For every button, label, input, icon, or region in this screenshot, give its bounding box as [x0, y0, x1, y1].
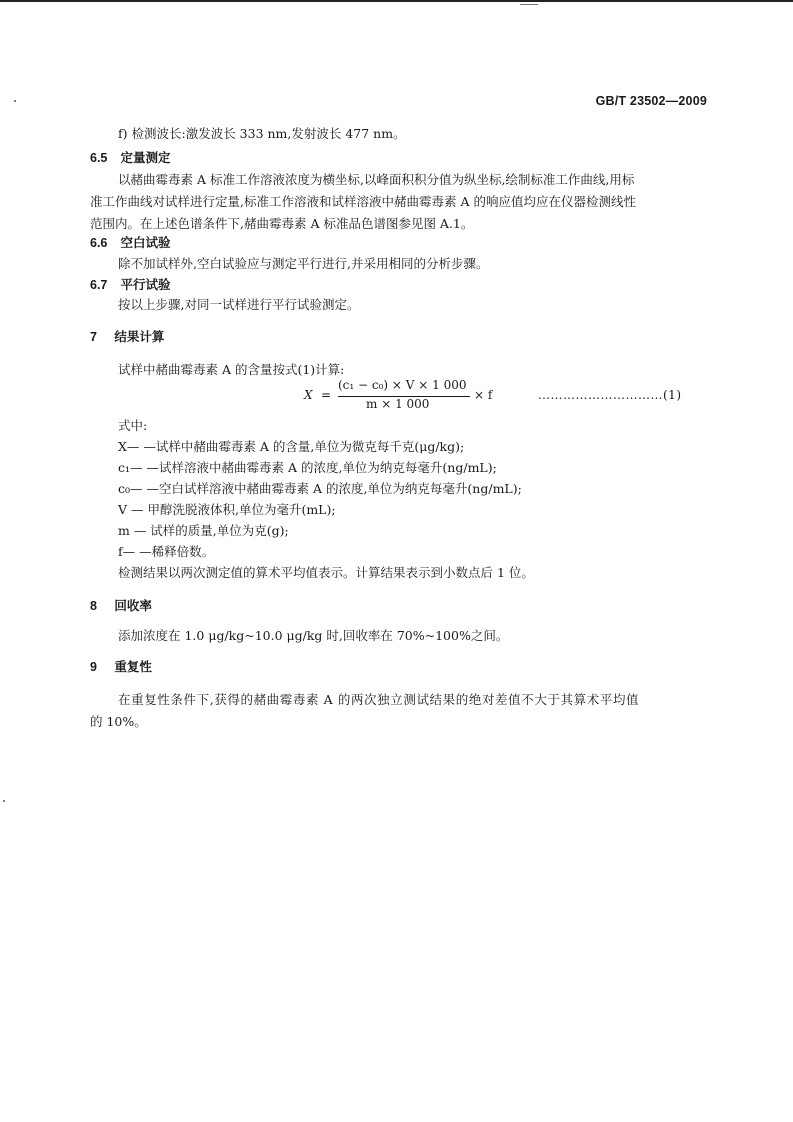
- scan-dot: [3, 800, 5, 802]
- paragraph-line: 添加浓度在 1.0 μg/kg~10.0 μg/kg 时,回收率在 70%~100%之间。: [118, 628, 509, 643]
- paragraph-line: 的 10%。: [90, 714, 147, 729]
- paragraph-line: 以赭曲霉毒素 A 标准工作溶液浓度为横坐标,以峰面积积分值为纵坐标,绘制标准工作曲线,用标: [118, 172, 635, 187]
- paragraph-line: 准工作曲线对试样进行定量,标准工作溶液和试样溶液中赭曲霉毒素 A 的响应值均应在仪器检测线性: [90, 194, 636, 209]
- section-6-5-heading: [90, 148, 170, 168]
- formula-tail: × f: [474, 388, 493, 402]
- formula-label: …………………………(1): [538, 388, 682, 402]
- section-title: 回收率: [114, 598, 152, 613]
- definition-item: f— —稀释倍数。: [118, 544, 215, 559]
- section-number: 6.6: [90, 236, 108, 250]
- section-number: 6.7: [90, 278, 108, 292]
- definition-item: m — 试样的质量,单位为克(g);: [118, 523, 289, 538]
- paragraph-line: 范围内。在上述色谱条件下,赭曲霉毒素 A 标准品色谱图参见图 A.1。: [90, 216, 474, 231]
- formula-numerator: (c₁ − c₀) × V × 1 000: [338, 378, 467, 392]
- section-number: 8: [90, 599, 97, 613]
- section-6-7-heading: [90, 275, 170, 295]
- section-number: 7: [90, 330, 97, 344]
- section-number: 6.5: [90, 151, 108, 165]
- section-6-6-heading: [90, 233, 170, 253]
- section-title: 定量测定: [120, 150, 171, 165]
- section-9-heading: [90, 657, 152, 677]
- paragraph-line: 检测结果以两次测定值的算术平均值表示。计算结果表示到小数点后 1 位。: [118, 565, 534, 580]
- formula-equals: =: [321, 388, 332, 402]
- formula-1: [304, 378, 504, 414]
- definition-item: X— —试样中赭曲霉毒素 A 的含量,单位为微克每千克(μg/kg);: [118, 439, 465, 454]
- definition-item: c₁— —试样溶液中赭曲霉毒素 A 的浓度,单位为纳克每毫升(ng/mL);: [118, 460, 497, 475]
- paragraph-line: 按以上步骤,对同一试样进行平行试验测定。: [118, 297, 360, 312]
- top-border-line: [0, 0, 793, 2]
- standard-code: GB/T 23502—2009: [595, 94, 707, 108]
- section-title: 重复性: [114, 659, 152, 674]
- section-7-heading: [90, 327, 164, 347]
- definition-item: V — 甲醇洗脱液体积,单位为毫升(mL);: [118, 502, 336, 517]
- section-title: 平行试验: [120, 277, 171, 292]
- section-number: 9: [90, 660, 97, 674]
- where-label: 式中:: [118, 418, 148, 433]
- paragraph-line: 除不加试样外,空白试验应与测定平行进行,并采用相同的分析步骤。: [118, 256, 489, 271]
- section-8-heading: [90, 596, 152, 616]
- section-title: 空白试验: [120, 235, 171, 250]
- paragraph-line: 试样中赭曲霉毒素 A 的含量按式(1)计算:: [118, 362, 345, 377]
- scan-dot: [14, 100, 16, 102]
- formula-denominator: m × 1 000: [366, 397, 430, 411]
- definition-item: c₀— —空白试样溶液中赭曲霉毒素 A 的浓度,单位为纳克每毫升(ng/mL);: [118, 481, 522, 496]
- paragraph-line: 在重复性条件下,获得的赭曲霉毒素 A 的两次独立测试结果的绝对差值不大于其算术平均值: [118, 692, 640, 707]
- section-title: 结果计算: [114, 329, 165, 344]
- top-border-mark: [520, 4, 538, 5]
- list-item-detection-wavelength: f) 检测波长:激发波长 333 nm,发射波长 477 nm。: [118, 126, 406, 141]
- formula-lhs: X: [304, 388, 313, 402]
